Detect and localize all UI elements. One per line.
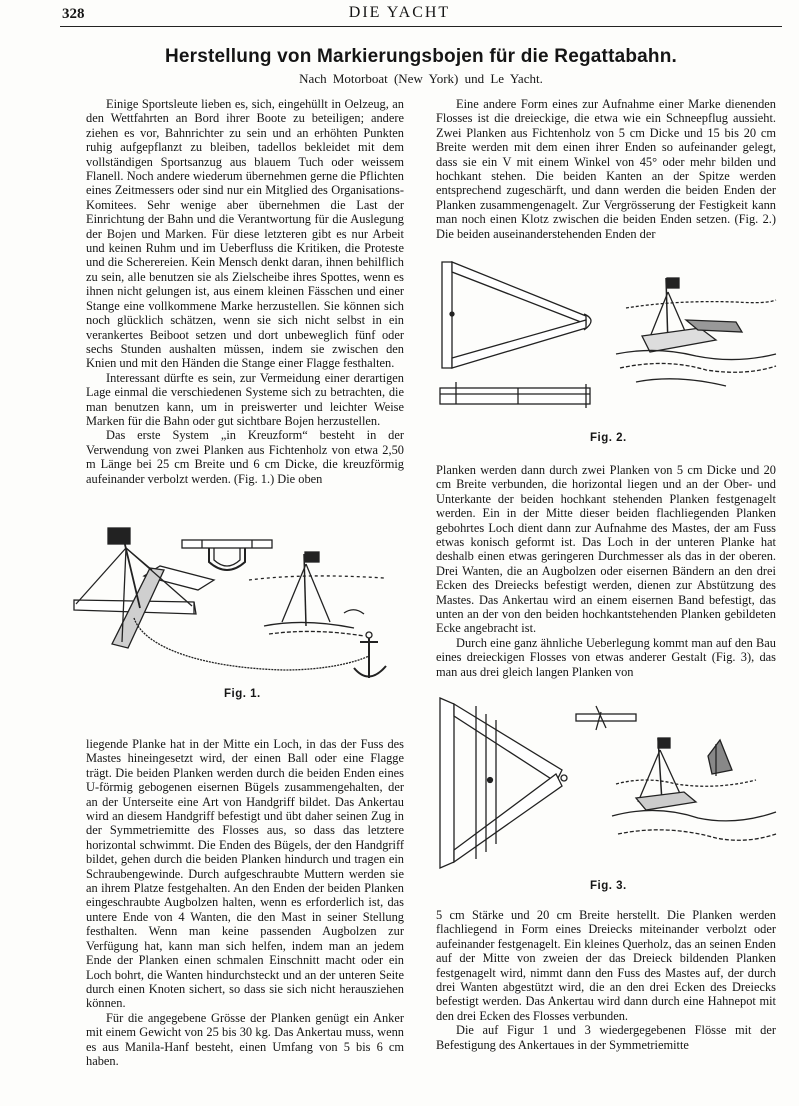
paragraph: Die auf Figur 1 und 3 wiedergegebenen Flösse mit der Befestigung des Ankertaues in der Symmetriemitte bbox=[436, 1023, 776, 1052]
figure-1 bbox=[64, 518, 404, 688]
paragraph: Das erste System „in Kreuzform“ besteht in der Verwendung von zwei Planken aus Fichtenholz von etwa 2,50 m Länge bei 25 cm Breite und 6 cm Dicke, die kreuzförmig aufeinander verbolzt werden. (Fig. 1.) Die oben bbox=[86, 428, 404, 486]
paragraph: Durch eine ganz ähnliche Ueberlegung kommt man auf den Bau eines dreieckigen Flosses von etwas anderer Gestalt (Fig. 3), das man aus drei gleich langen Planken von bbox=[436, 635, 776, 679]
paragraph: Einige Sportsleute lieben es, sich, eingehüllt in Oelzeug, an den Wettfahrten an Bord ihrer Boote zu beteiligen; andere ziehen es vor, Bahnrichter zu sein und an erhöhten Punkten ruhig aufgepflanzt zu bleiben, tadellos bekleidet mit dem vollständigen Sportsanzug aus blauem Tuch oder weissem Flanell. Noch andere wiederum übernehmen gerne die Pflichten eines Zeitmessers oder sind nur ein Mitglied des Organisations-Komitees. Sehr wenige aber übernehmen die Last der Einrichtung der Bahn und die Verantwortung für die Auslegung der Bojen und Marken. Für diese letzteren gibt es nur Arbeit und keinen Ruhm und im Ueberfluss die Kritiken, die Proteste und die Scherereien. Kein Mensch denkt daran, ihnen behilflich zu sein, alle benutzen sie als Zielscheibe ihres Spottes, wenn es ihnen nicht gelungen ist, aus einem kleinen Fässchen und einer Stange eine vollkommene Marke herzustellen. Sie können sich noch glücklich schätzen, wenn sie sich nicht selbst in ein verankertes Beiboot setzen und dort unbeweglich fünf oder sechs Stunden aushalten müssen, indem sie zwischen den Knien und mit den Händen die Stange einer Flagge festhalten. bbox=[86, 97, 404, 371]
paragraph: Eine andere Form eines zur Aufnahme einer Marke dienenden Flosses ist die dreieckige, die etwa wie ein Schneepflug aussieht. Zwei Planken aus Fichtenholz von 5 cm Dicke und 15 bis 20 cm Breite werden mit dem einen ihrer Enden so aufeinander gelegt, dass sie ein V mit einem Winkel von 45° oder mehr bilden und hochkant stehen. Die beiden Kanten an der Spitze werden entsprechend zugeschärft, und dann werden die beiden Enden der Planken zusammengenagelt. Zur Vergrösserung der Festigkeit kann man noch einen Klotz zwischen die beiden Enden setzen. (Fig. 2.) Die beiden auseinanderstehenden Enden der bbox=[436, 97, 776, 241]
paragraph: Für die angegebene Grösse der Planken genügt ein Anker mit einem Gewicht von 25 bis 30 kg. Das Ankertau muss, wenn es aus Manila-Hanf besteht, einen Umfang von 5 bis 6 cm haben. bbox=[86, 1010, 404, 1068]
paragraph: liegende Planke hat in der Mitte ein Loch, in das der Fuss des Mastes hineingesetzt wird, der einen Ball oder eine Flagge trägt. Die beiden Planken werden durch die beiden Enden eines U-förmig gebogenen eisernen Bügels zusammengehalten, der an der Unterseite eine Art von Handgriff bildet. Das Ankertau wird an diesem Handgriff befestigt und übt daher seinen Zug in der Symmetriemitte des Flosses aus, so dass das letztere horizontal schwimmt. Die Enden des Bügels, der den Handgriff bildet, gehen durch die beiden Planken hindurch und tragen ein Schraubengewinde. Durch aufgeschraubte Muttern werden sie an ihrem Platze festgehalten. An den Enden der beiden Planken eingeschraubte Augbolzen halten, wenn es erforderlich ist, das untere Ende von 4 Wanten, die den Mast in seiner Stellung festhalten. Wenn man keine passenden Augbolzen zur Verfügung hat, kann man sich helfen, indem man an jedem Ende der Planken einen schmalen Einschnitt macht oder ein Loch bohrt, die Wanten hindurchsteckt und an der unteren Seite durch einen Knoten sichert, so dass sie sich nicht herausziehen können. bbox=[86, 737, 404, 1011]
left-column-bottom bbox=[86, 737, 404, 1068]
right-column-bottom bbox=[436, 908, 776, 1052]
left-column-top bbox=[86, 97, 404, 486]
page-number: 328 bbox=[62, 6, 85, 22]
figure-1-illustration bbox=[64, 518, 404, 688]
figure-3-caption: Fig. 3. bbox=[590, 880, 627, 892]
right-column-middle bbox=[436, 463, 776, 679]
paragraph: Planken werden dann durch zwei Planken von 5 cm Dicke und 20 cm Breite verbunden, die horizontal liegen und an der Ober- und Unterkante der beiden hochkant stehenden Planken festgenagelt werden. Ein in der Mitte dieser beiden flachliegenden Planken gebohrtes Loch dient dann zur Aufnahme des Mastes, der am Fuss etwas konisch geformt ist. Das Loch in der unteren Planke hat deshalb einen etwas geringeren Durchmesser als das in der oberen. Drei Wanten, die an Augbolzen oder eisernen Bändern an den drei Ecken des Dreiecks befestigt werden, dienen zur Abstützung des Mastes. Das Ankertau wird an einem eisernen Band befestigt, das unten an der von den beiden hochkantstehenden Planken gebildeten Ecke angebracht ist. bbox=[436, 463, 776, 636]
header-rule bbox=[60, 26, 782, 27]
figure-2-illustration bbox=[436, 258, 782, 418]
figure-1-caption: Fig. 1. bbox=[224, 688, 261, 700]
figure-3-illustration bbox=[436, 694, 782, 874]
figure-2-caption: Fig. 2. bbox=[590, 432, 627, 444]
article-title: Herstellung von Markierungsbojen für die Regattabahn. bbox=[164, 46, 678, 67]
running-head: DIE YACHT bbox=[348, 4, 451, 21]
figure-2 bbox=[436, 258, 782, 418]
right-column-top bbox=[436, 97, 776, 241]
article-subtitle: Nach Motorboat (New York) und Le Yacht. bbox=[299, 71, 543, 86]
paragraph: Interessant dürfte es sein, zur Vermeidung einer derartigen Lage einmal die verschiedenen Systeme sich zu betrachten, die man benutzen kann, um in preiswerter und leichter Weise Marken für die Bahn oder gut sichtbare Bojen herzustellen. bbox=[86, 370, 404, 428]
paragraph: 5 cm Stärke und 20 cm Breite herstellt. Die Planken werden flachliegend in Form eines Dreiecks miteinander verbolzt oder aufeinander festgenagelt. Ein kleines Querholz, das an seinen Enden auf der Mitte von zweien der das Dreieck bildenden Planken festgenagelt wird, nimmt dann den Fuss des Mastes auf, der durch drei Wanten abgestützt wird, die an den drei Ecken des Dreiecks befestigt werden. Das Ankertau wird dann durch eine Hahnepot mit den drei Ecken des Flosses verbunden. bbox=[436, 908, 776, 1023]
figure-3 bbox=[436, 694, 782, 874]
